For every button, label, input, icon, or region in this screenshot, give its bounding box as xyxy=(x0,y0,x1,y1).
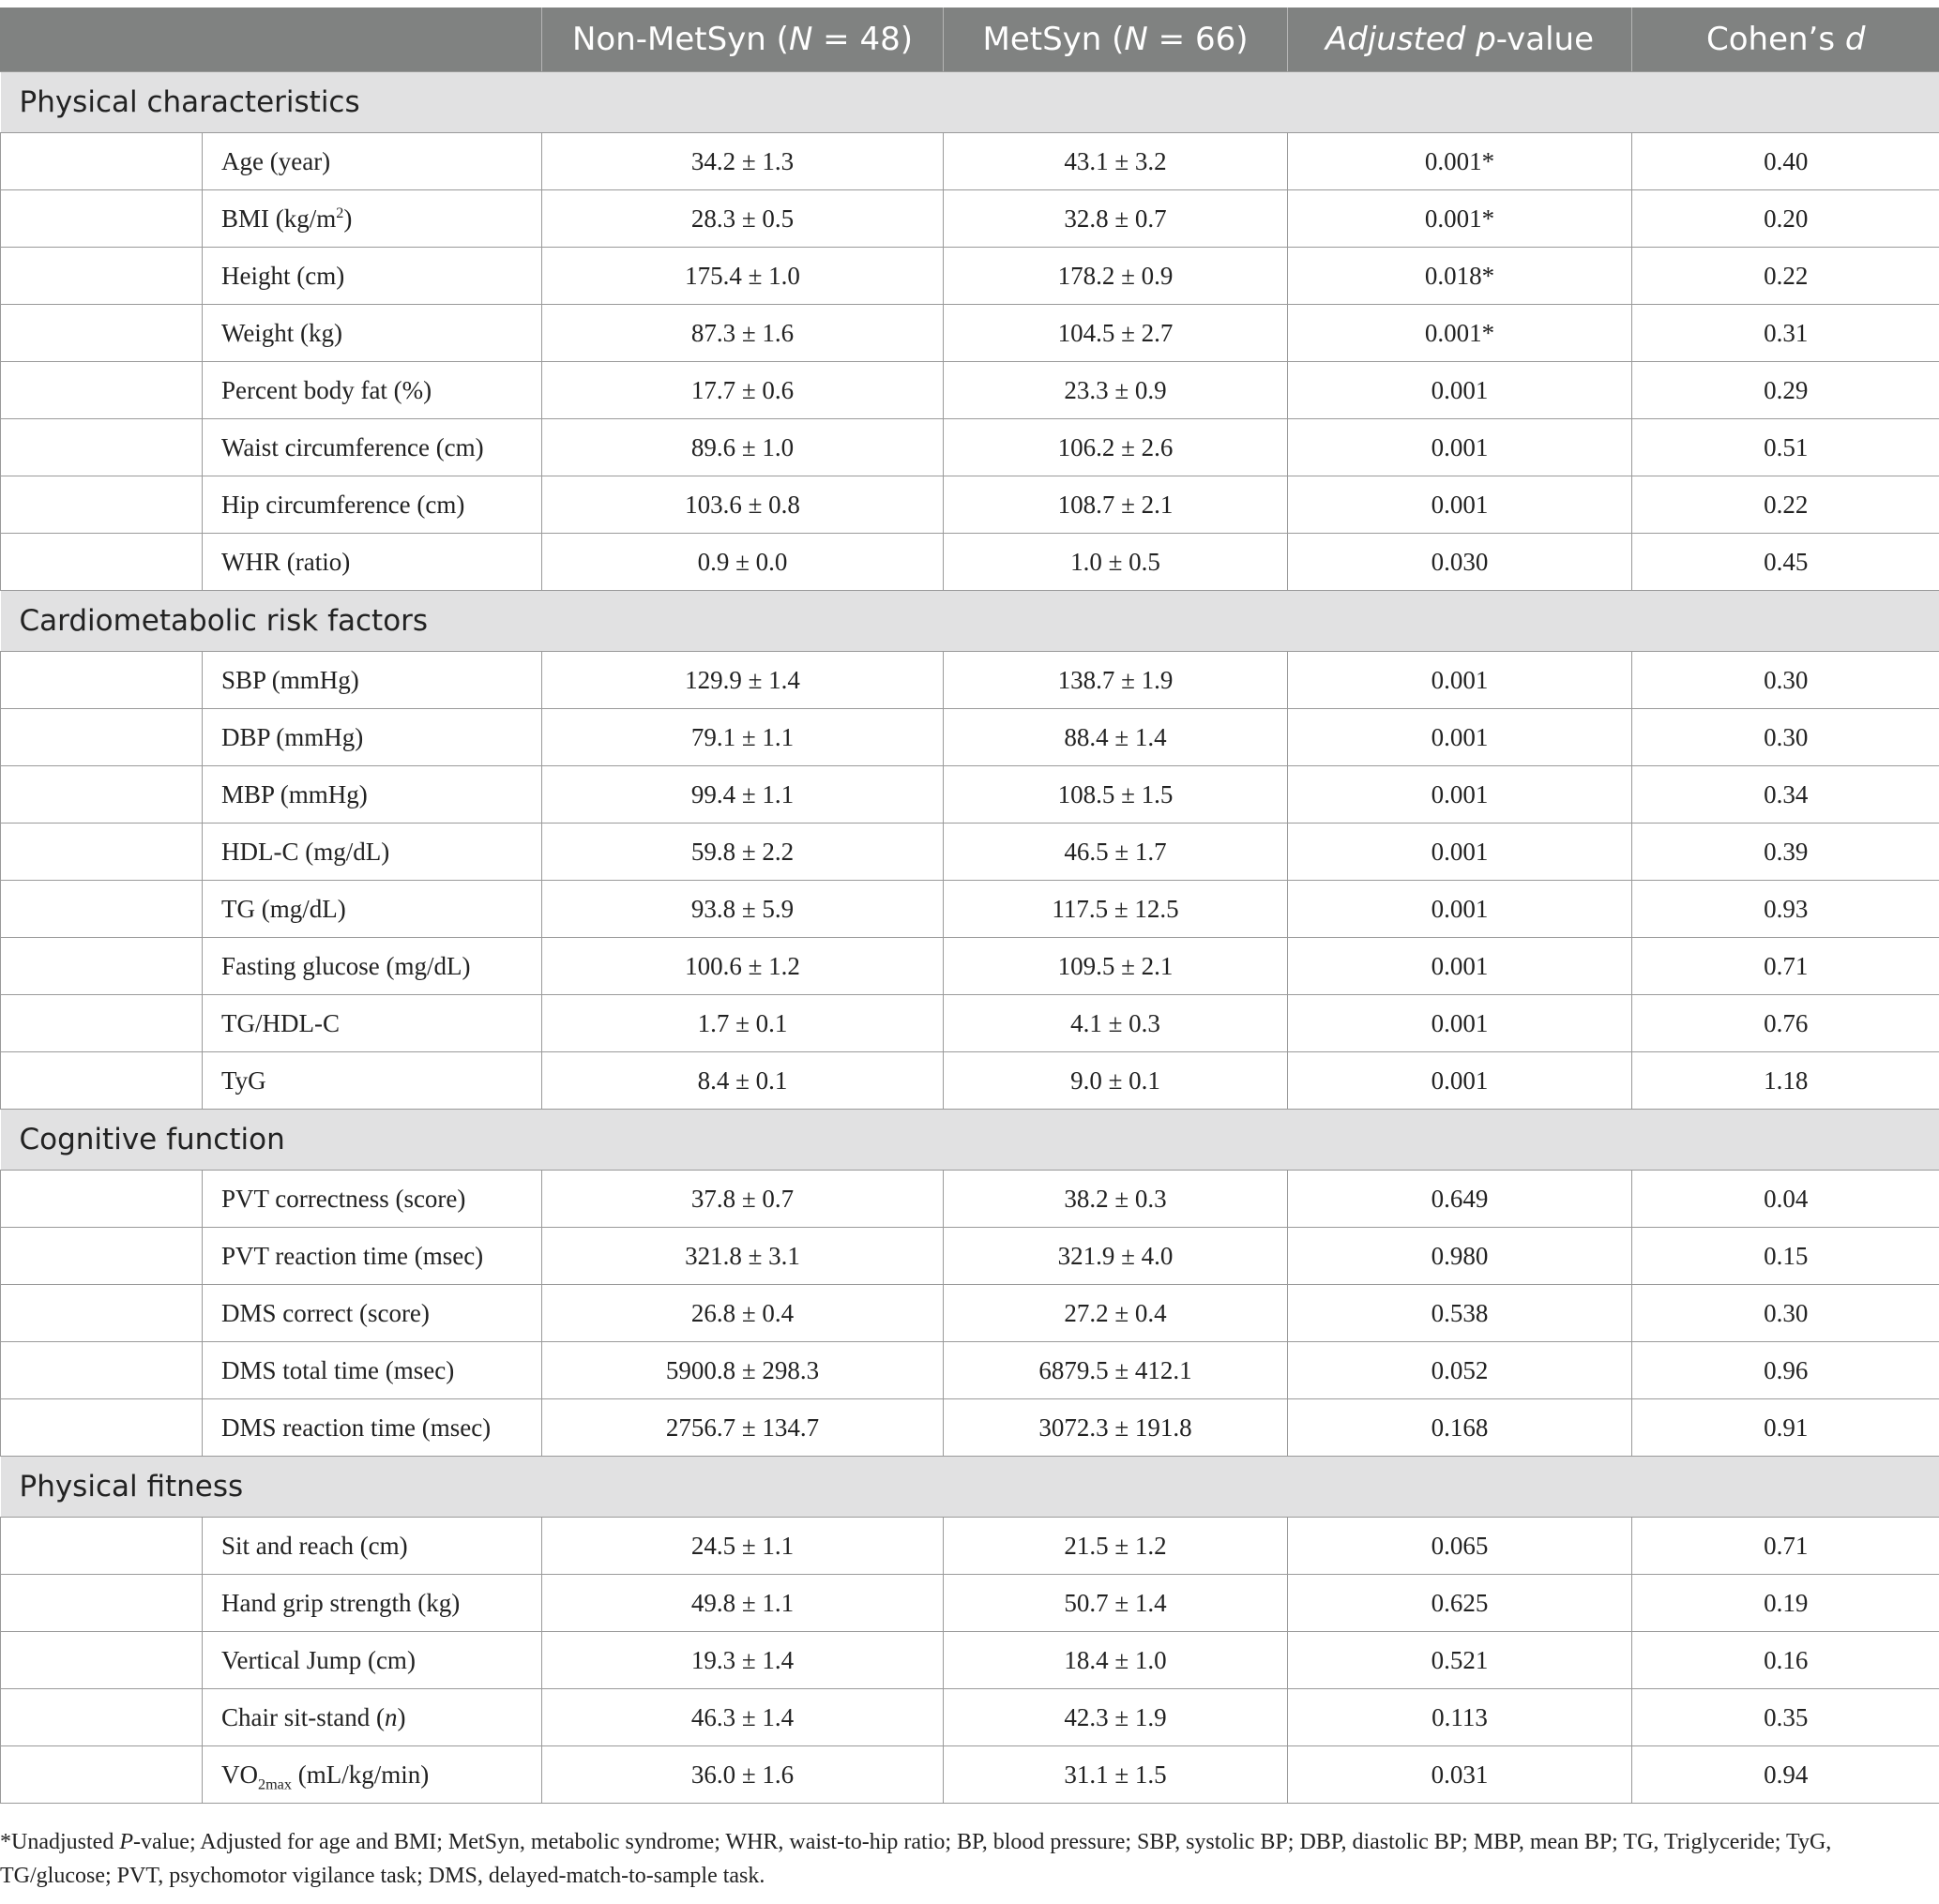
section-title: Cognitive function xyxy=(1,1110,1939,1171)
cell-cohens-d: 0.51 xyxy=(1632,419,1939,476)
table-row xyxy=(1,1518,1939,1575)
cell-non-metsyn: 49.8 ± 1.1 xyxy=(542,1575,944,1632)
row-label: TyG xyxy=(203,1052,542,1110)
row-indent-cell xyxy=(1,1632,203,1689)
table-row xyxy=(1,1689,1939,1746)
table-row xyxy=(1,190,1939,248)
row-indent-cell xyxy=(1,305,203,362)
cell-metsyn: 43.1 ± 3.2 xyxy=(944,133,1288,190)
cell-non-metsyn: 24.5 ± 1.1 xyxy=(542,1518,944,1575)
table-row xyxy=(1,1228,1939,1285)
row-indent-cell xyxy=(1,1689,203,1746)
cell-metsyn: 31.1 ± 1.5 xyxy=(944,1746,1288,1804)
results-table xyxy=(0,8,1939,1804)
table-row xyxy=(1,248,1939,305)
cell-metsyn: 6879.5 ± 412.1 xyxy=(944,1342,1288,1399)
cell-non-metsyn: 34.2 ± 1.3 xyxy=(542,133,944,190)
section-title: Cardiometabolic risk factors xyxy=(1,591,1939,652)
cell-non-metsyn: 36.0 ± 1.6 xyxy=(542,1746,944,1804)
row-indent-cell xyxy=(1,1518,203,1575)
cell-metsyn: 117.5 ± 12.5 xyxy=(944,881,1288,938)
row-label: PVT correctness (score) xyxy=(203,1171,542,1228)
cell-adjusted-p: 0.168 xyxy=(1288,1399,1632,1457)
cell-adjusted-p: 0.001 xyxy=(1288,476,1632,534)
cell-adjusted-p: 0.649 xyxy=(1288,1171,1632,1228)
cell-metsyn: 21.5 ± 1.2 xyxy=(944,1518,1288,1575)
cell-cohens-d: 0.39 xyxy=(1632,824,1939,881)
cell-adjusted-p: 0.001 xyxy=(1288,881,1632,938)
table-row xyxy=(1,1746,1939,1804)
row-indent-cell xyxy=(1,995,203,1052)
cell-metsyn: 108.7 ± 2.1 xyxy=(944,476,1288,534)
cell-non-metsyn: 129.9 ± 1.4 xyxy=(542,652,944,709)
cell-non-metsyn: 87.3 ± 1.6 xyxy=(542,305,944,362)
row-indent-cell xyxy=(1,938,203,995)
table-row xyxy=(1,362,1939,419)
cell-cohens-d: 0.31 xyxy=(1632,305,1939,362)
cell-metsyn: 27.2 ± 0.4 xyxy=(944,1285,1288,1342)
cell-non-metsyn: 93.8 ± 5.9 xyxy=(542,881,944,938)
cell-non-metsyn: 26.8 ± 0.4 xyxy=(542,1285,944,1342)
table-row xyxy=(1,1575,1939,1632)
cell-adjusted-p: 0.001* xyxy=(1288,190,1632,248)
row-indent-cell xyxy=(1,133,203,190)
cell-cohens-d: 0.45 xyxy=(1632,534,1939,591)
cell-metsyn: 23.3 ± 0.9 xyxy=(944,362,1288,419)
cell-cohens-d: 0.15 xyxy=(1632,1228,1939,1285)
cell-non-metsyn: 1.7 ± 0.1 xyxy=(542,995,944,1052)
cell-non-metsyn: 17.7 ± 0.6 xyxy=(542,362,944,419)
cell-metsyn: 1.0 ± 0.5 xyxy=(944,534,1288,591)
cell-non-metsyn: 175.4 ± 1.0 xyxy=(542,248,944,305)
header-blank xyxy=(1,8,542,72)
row-label: PVT reaction time (msec) xyxy=(203,1228,542,1285)
row-label: Waist circumference (cm) xyxy=(203,419,542,476)
cell-metsyn: 46.5 ± 1.7 xyxy=(944,824,1288,881)
header-adjusted-p: Adjusted p-value xyxy=(1288,8,1632,72)
cell-metsyn: 18.4 ± 1.0 xyxy=(944,1632,1288,1689)
cell-cohens-d: 0.94 xyxy=(1632,1746,1939,1804)
cell-non-metsyn: 99.4 ± 1.1 xyxy=(542,766,944,824)
cell-adjusted-p: 0.052 xyxy=(1288,1342,1632,1399)
section-header-row xyxy=(1,1457,1939,1518)
row-label: DMS correct (score) xyxy=(203,1285,542,1342)
row-indent-cell xyxy=(1,534,203,591)
table-row xyxy=(1,766,1939,824)
cell-cohens-d: 0.40 xyxy=(1632,133,1939,190)
cell-metsyn: 50.7 ± 1.4 xyxy=(944,1575,1288,1632)
cell-metsyn: 32.8 ± 0.7 xyxy=(944,190,1288,248)
cell-non-metsyn: 46.3 ± 1.4 xyxy=(542,1689,944,1746)
cell-cohens-d: 0.93 xyxy=(1632,881,1939,938)
cell-metsyn: 88.4 ± 1.4 xyxy=(944,709,1288,766)
cell-non-metsyn: 89.6 ± 1.0 xyxy=(542,419,944,476)
cell-metsyn: 106.2 ± 2.6 xyxy=(944,419,1288,476)
table-row xyxy=(1,1171,1939,1228)
row-indent-cell xyxy=(1,824,203,881)
section-title: Physical characteristics xyxy=(1,72,1939,133)
cell-non-metsyn: 100.6 ± 1.2 xyxy=(542,938,944,995)
row-label: HDL-C (mg/dL) xyxy=(203,824,542,881)
table-row xyxy=(1,534,1939,591)
cell-adjusted-p: 0.001 xyxy=(1288,652,1632,709)
header-non-metsyn: Non-MetSyn (N = 48) xyxy=(542,8,944,72)
cell-non-metsyn: 79.1 ± 1.1 xyxy=(542,709,944,766)
table-row xyxy=(1,938,1939,995)
cell-cohens-d: 0.71 xyxy=(1632,938,1939,995)
cell-non-metsyn: 19.3 ± 1.4 xyxy=(542,1632,944,1689)
table-row xyxy=(1,1342,1939,1399)
row-label: TG/HDL-C xyxy=(203,995,542,1052)
cell-cohens-d: 0.19 xyxy=(1632,1575,1939,1632)
row-label: Height (cm) xyxy=(203,248,542,305)
cell-adjusted-p: 0.030 xyxy=(1288,534,1632,591)
cell-cohens-d: 0.22 xyxy=(1632,476,1939,534)
cell-non-metsyn: 8.4 ± 0.1 xyxy=(542,1052,944,1110)
cell-non-metsyn: 0.9 ± 0.0 xyxy=(542,534,944,591)
row-label: DMS reaction time (msec) xyxy=(203,1399,542,1457)
cell-adjusted-p: 0.001 xyxy=(1288,362,1632,419)
cell-non-metsyn: 103.6 ± 0.8 xyxy=(542,476,944,534)
cell-cohens-d: 0.35 xyxy=(1632,1689,1939,1746)
row-label: Sit and reach (cm) xyxy=(203,1518,542,1575)
row-indent-cell xyxy=(1,419,203,476)
row-label: DBP (mmHg) xyxy=(203,709,542,766)
row-indent-cell xyxy=(1,1285,203,1342)
cell-non-metsyn: 59.8 ± 2.2 xyxy=(542,824,944,881)
row-indent-cell xyxy=(1,1399,203,1457)
cell-adjusted-p: 0.001* xyxy=(1288,133,1632,190)
table-row xyxy=(1,1632,1939,1689)
table-footnote: *Unadjusted P-value; Adjusted for age and BMI; MetSyn, metabolic syndrome; WHR, waist-to-hip ratio; BP, blood pressure; SBP, systolic BP; DBP, diastolic BP; MBP, mean BP; TG, Triglyceride; TyG, TG/glucose; PVT, psychomotor vigilance task; DMS, delayed-match-to-sample task. xyxy=(0,1830,1832,1888)
cell-adjusted-p: 0.031 xyxy=(1288,1746,1632,1804)
row-indent-cell xyxy=(1,476,203,534)
table-row xyxy=(1,305,1939,362)
cell-adjusted-p: 0.980 xyxy=(1288,1228,1632,1285)
cell-cohens-d: 0.91 xyxy=(1632,1399,1939,1457)
row-indent-cell xyxy=(1,1171,203,1228)
cell-metsyn: 109.5 ± 2.1 xyxy=(944,938,1288,995)
cell-cohens-d: 0.22 xyxy=(1632,248,1939,305)
cell-adjusted-p: 0.001 xyxy=(1288,938,1632,995)
table-row xyxy=(1,995,1939,1052)
cell-adjusted-p: 0.001 xyxy=(1288,995,1632,1052)
cell-adjusted-p: 0.065 xyxy=(1288,1518,1632,1575)
cell-cohens-d: 0.29 xyxy=(1632,362,1939,419)
cell-metsyn: 42.3 ± 1.9 xyxy=(944,1689,1288,1746)
cell-adjusted-p: 0.001 xyxy=(1288,419,1632,476)
cell-adjusted-p: 0.001 xyxy=(1288,709,1632,766)
cell-cohens-d: 0.71 xyxy=(1632,1518,1939,1575)
row-indent-cell xyxy=(1,1575,203,1632)
row-label: DMS total time (msec) xyxy=(203,1342,542,1399)
cell-cohens-d: 0.16 xyxy=(1632,1632,1939,1689)
row-label: Vertical Jump (cm) xyxy=(203,1632,542,1689)
table-row xyxy=(1,1399,1939,1457)
row-label: TG (mg/dL) xyxy=(203,881,542,938)
cell-cohens-d: 0.20 xyxy=(1632,190,1939,248)
cell-metsyn: 38.2 ± 0.3 xyxy=(944,1171,1288,1228)
cell-metsyn: 108.5 ± 1.5 xyxy=(944,766,1288,824)
table-header-row xyxy=(1,8,1939,72)
row-label: Percent body fat (%) xyxy=(203,362,542,419)
cell-cohens-d: 0.30 xyxy=(1632,709,1939,766)
table-row xyxy=(1,1285,1939,1342)
section-header-row xyxy=(1,1110,1939,1171)
cell-cohens-d: 1.18 xyxy=(1632,1052,1939,1110)
cell-metsyn: 3072.3 ± 191.8 xyxy=(944,1399,1288,1457)
row-indent-cell xyxy=(1,1052,203,1110)
cell-metsyn: 178.2 ± 0.9 xyxy=(944,248,1288,305)
section-title: Physical fitness xyxy=(1,1457,1939,1518)
row-indent-cell xyxy=(1,1228,203,1285)
row-indent-cell xyxy=(1,1342,203,1399)
cell-metsyn: 4.1 ± 0.3 xyxy=(944,995,1288,1052)
table-body xyxy=(1,72,1939,1804)
header-cohens-d: Cohen’s d xyxy=(1632,8,1939,72)
cell-cohens-d: 0.96 xyxy=(1632,1342,1939,1399)
cell-adjusted-p: 0.538 xyxy=(1288,1285,1632,1342)
cell-metsyn: 321.9 ± 4.0 xyxy=(944,1228,1288,1285)
row-indent-cell xyxy=(1,881,203,938)
cell-adjusted-p: 0.001 xyxy=(1288,1052,1632,1110)
row-label: Chair sit-stand (n) xyxy=(203,1689,542,1746)
cell-metsyn: 104.5 ± 2.7 xyxy=(944,305,1288,362)
table-row xyxy=(1,419,1939,476)
cell-cohens-d: 0.30 xyxy=(1632,1285,1939,1342)
table-row xyxy=(1,476,1939,534)
row-label: Hip circumference (cm) xyxy=(203,476,542,534)
data-table-container xyxy=(0,8,1939,1804)
cell-non-metsyn: 2756.7 ± 134.7 xyxy=(542,1399,944,1457)
cell-adjusted-p: 0.113 xyxy=(1288,1689,1632,1746)
row-label: Hand grip strength (kg) xyxy=(203,1575,542,1632)
row-label: MBP (mmHg) xyxy=(203,766,542,824)
row-label: WHR (ratio) xyxy=(203,534,542,591)
table-row xyxy=(1,1052,1939,1110)
cell-non-metsyn: 321.8 ± 3.1 xyxy=(542,1228,944,1285)
section-header-row xyxy=(1,72,1939,133)
cell-cohens-d: 0.04 xyxy=(1632,1171,1939,1228)
row-indent-cell xyxy=(1,1746,203,1804)
cell-non-metsyn: 5900.8 ± 298.3 xyxy=(542,1342,944,1399)
cell-adjusted-p: 0.625 xyxy=(1288,1575,1632,1632)
cell-cohens-d: 0.76 xyxy=(1632,995,1939,1052)
cell-metsyn: 9.0 ± 0.1 xyxy=(944,1052,1288,1110)
cell-adjusted-p: 0.001 xyxy=(1288,824,1632,881)
row-indent-cell xyxy=(1,362,203,419)
cell-cohens-d: 0.34 xyxy=(1632,766,1939,824)
row-indent-cell xyxy=(1,652,203,709)
row-indent-cell xyxy=(1,709,203,766)
table-row xyxy=(1,824,1939,881)
cell-metsyn: 138.7 ± 1.9 xyxy=(944,652,1288,709)
header-metsyn: MetSyn (N = 66) xyxy=(944,8,1288,72)
cell-adjusted-p: 0.001* xyxy=(1288,305,1632,362)
section-header-row xyxy=(1,591,1939,652)
row-label: Fasting glucose (mg/dL) xyxy=(203,938,542,995)
cell-adjusted-p: 0.521 xyxy=(1288,1632,1632,1689)
table-row xyxy=(1,652,1939,709)
cell-adjusted-p: 0.001 xyxy=(1288,766,1632,824)
row-label: BMI $(kg/m^2)$ xyxy=(203,190,542,248)
row-indent-cell xyxy=(1,248,203,305)
row-label: $VO_{2max}$ (mL/kg/min) xyxy=(203,1746,542,1804)
cell-cohens-d: 0.30 xyxy=(1632,652,1939,709)
cell-adjusted-p: 0.018* xyxy=(1288,248,1632,305)
row-label: SBP (mmHg) xyxy=(203,652,542,709)
table-row xyxy=(1,881,1939,938)
cell-non-metsyn: 28.3 ± 0.5 xyxy=(542,190,944,248)
row-label: Weight (kg) xyxy=(203,305,542,362)
table-row xyxy=(1,133,1939,190)
cell-non-metsyn: 37.8 ± 0.7 xyxy=(542,1171,944,1228)
row-indent-cell xyxy=(1,190,203,248)
table-row xyxy=(1,709,1939,766)
row-indent-cell xyxy=(1,766,203,824)
row-label: Age (year) xyxy=(203,133,542,190)
